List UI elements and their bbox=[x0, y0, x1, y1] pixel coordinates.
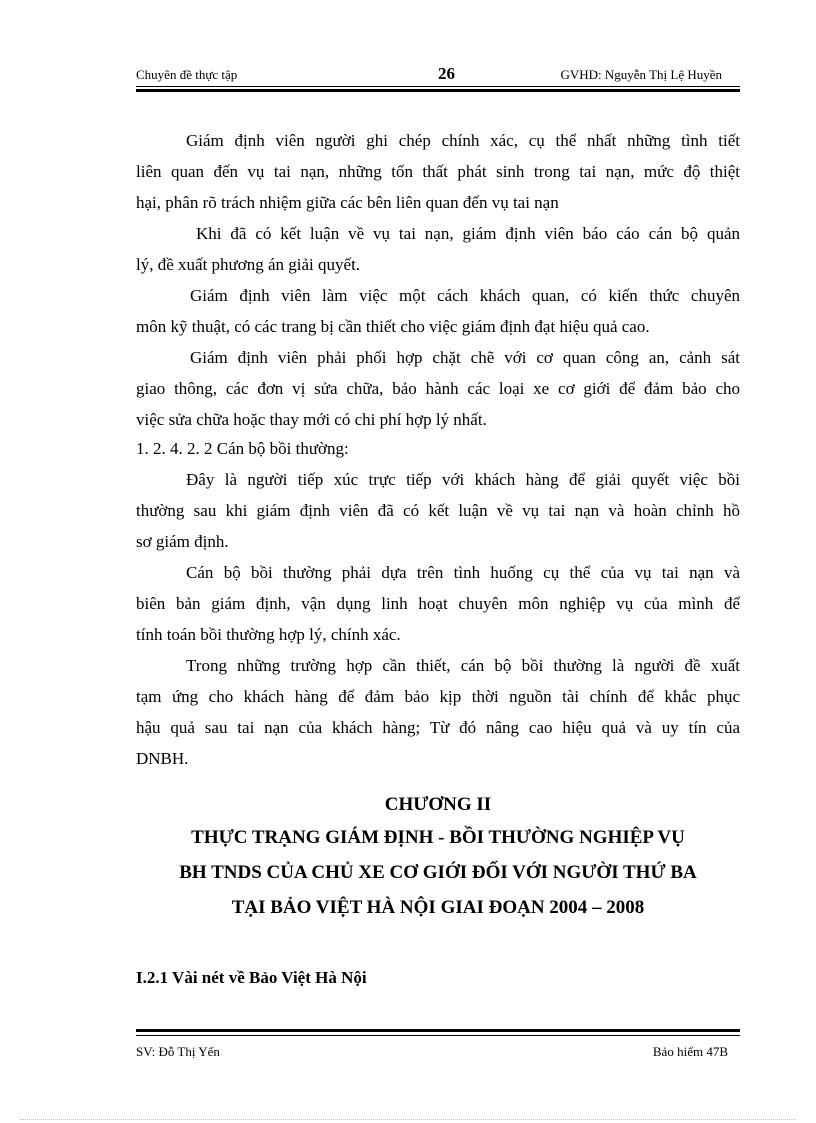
paragraph-line: việc sửa chữa hoặc thay mới có chi phí hợp lý nhất. bbox=[136, 410, 487, 429]
paragraph-line: Khi đã có kết luận về vụ tai nạn, giám định viên báo cáo cán bộ quản bbox=[196, 224, 740, 243]
paragraph-line: lý, đề xuất phương án giải quyết. bbox=[136, 255, 361, 274]
footer-class: Bảo hiểm 47B bbox=[652, 1044, 728, 1059]
paragraph-line: tính toán bồi thường hợp lý, chính xác. bbox=[136, 625, 401, 644]
header-rule-thick bbox=[136, 89, 740, 92]
paragraph-line: Giám định viên phải phối hợp chặt chẽ với cơ quan công an, cảnh sát bbox=[190, 348, 740, 367]
footer-rule-thin bbox=[136, 1035, 740, 1036]
paragraph-line: môn kỹ thuật, có các trang bị cần thiết cho việc giám định đạt hiệu quả cao. bbox=[136, 317, 650, 336]
paragraph-line: Cán bộ bồi thường phải dựa trên tình huống cụ thể của vụ tai nạn và bbox=[186, 563, 740, 582]
paragraph-line: giao thông, các đơn vị sửa chữa, bảo hành các loại xe cơ giới để đảm bảo cho bbox=[136, 379, 740, 398]
section-heading: I.2.1 Vài nét về Bảo Việt Hà Nội bbox=[136, 968, 367, 987]
header-course-title: Chuyên đề thực tập bbox=[136, 67, 238, 82]
paragraph-line: DNBH. bbox=[136, 749, 189, 768]
paragraph-line: Đây là người tiếp xúc trực tiếp với khách hàng để giải quyết việc bồi bbox=[186, 470, 740, 489]
paragraph-line: biên bản giám định, vận dụng linh hoạt chuyên môn nghiệp vụ của mình để bbox=[136, 594, 740, 613]
paragraph-line: tạm ứng cho khách hàng để đảm bảo kịp thời nguồn tài chính để khắc phục bbox=[136, 687, 740, 706]
subsection-heading: 1. 2. 4. 2. 2 Cán bộ bồi thường: bbox=[136, 439, 349, 458]
chapter-title-line: BH TNDS CỦA CHỦ XE CƠ GIỚI ĐỐI VỚI NGƯỜI THỨ BA bbox=[179, 862, 697, 883]
footer-rule-thick bbox=[136, 1029, 740, 1032]
footer-student: SV: Đỗ Thị Yến bbox=[136, 1044, 220, 1059]
paragraph-line: Giám định viên làm việc một cách khách quan, có kiến thức chuyên bbox=[190, 286, 740, 305]
header-supervisor: GVHD: Nguyễn Thị Lệ Huyền bbox=[560, 67, 722, 82]
paragraph-line: thường sau khi giám định viên đã có kết luận về vụ tai nạn và hoàn chỉnh hồ bbox=[136, 501, 740, 520]
paragraph-line: liên quan đến vụ tai nạn, những tổn thất phát sinh trong tai nạn, mức độ thiệt bbox=[136, 162, 740, 181]
paragraph-line: Trong những trường hợp cần thiết, cán bộ bồi thường là người đề xuất bbox=[186, 656, 740, 675]
chapter-number: CHƯƠNG II bbox=[384, 794, 492, 815]
page-header bbox=[136, 62, 740, 86]
chapter-title-line: THỰC TRẠNG GIÁM ĐỊNH - BỒI THƯỜNG NGHIỆP VỤ bbox=[191, 827, 685, 848]
page-bottom-border bbox=[20, 1119, 796, 1120]
paragraph-line: hậu quả sau tai nạn của khách hàng; Từ đó nâng cao hiệu quả và uy tín của bbox=[136, 718, 740, 737]
header-rule-thin bbox=[136, 86, 740, 87]
paragraph-line: sơ giám định. bbox=[136, 532, 229, 551]
paragraph-line: Giám định viên người ghi chép chính xác, cụ thể nhất những tình tiết bbox=[186, 131, 740, 150]
paragraph-line: hại, phân rõ trách nhiệm giữa các bên liên quan đến vụ tai nạn bbox=[136, 193, 559, 212]
chapter-title-line: TẠI BẢO VIỆT HÀ NỘI GIAI ĐOẠN 2004 – 2008 bbox=[231, 897, 645, 918]
page-number: 26 bbox=[438, 64, 455, 83]
